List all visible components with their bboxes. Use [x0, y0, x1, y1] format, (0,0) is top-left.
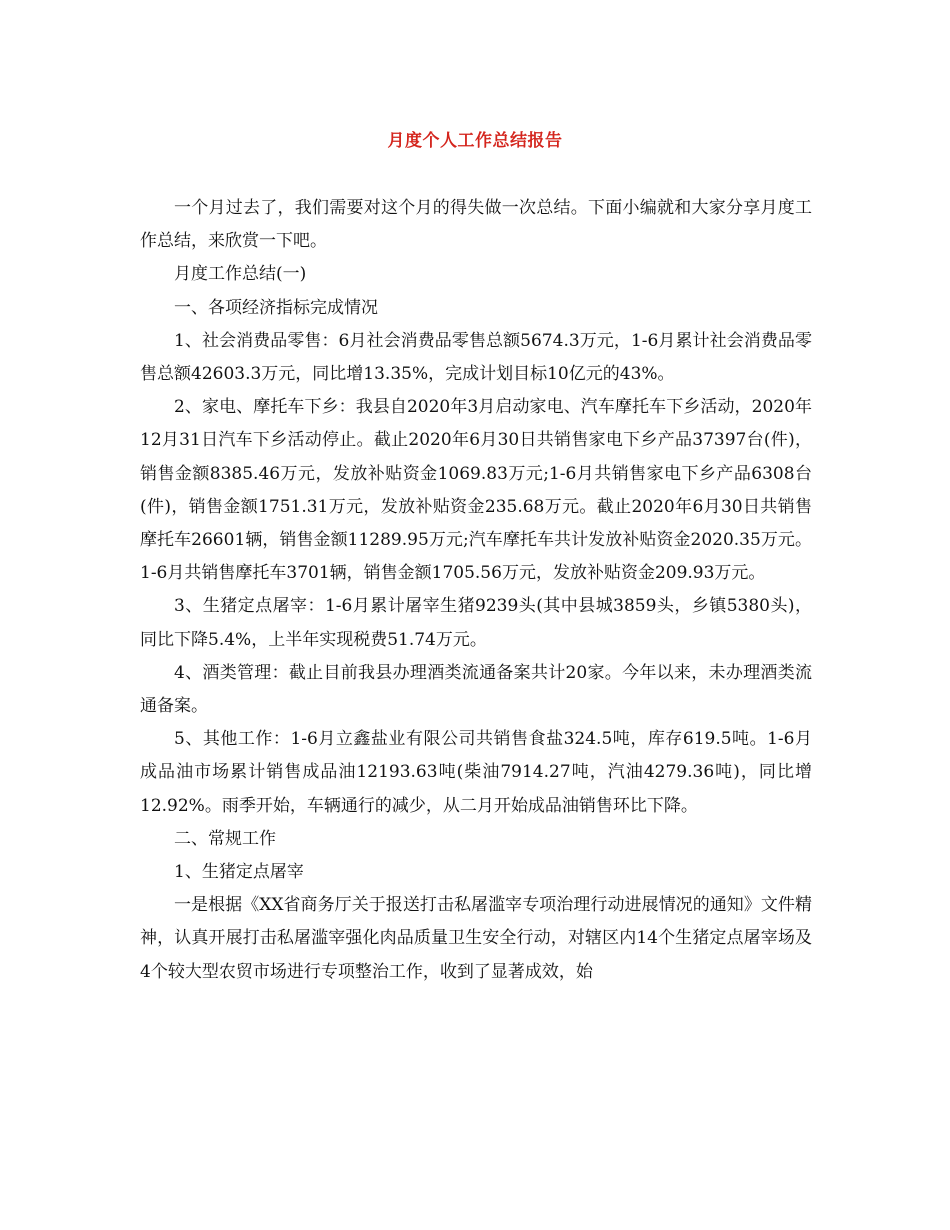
- paragraph-enforcement: 一是根据《XX省商务厅关于报送打击私屠滥宰专项治理行动进展情况的通知》文件精神，认真开展打击私屠滥宰强化肉品质量卫生安全行动，对辖区内14个生猪定点屠宰场及4个较大型农贸市场进行专项整治工作，收到了显著成效，始: [140, 895, 812, 982]
- paragraph-subheading-slaughter: 1、生猪定点屠宰: [174, 862, 304, 883]
- document-body: [140, 192, 812, 989]
- paragraph-retail: 1、社会消费品零售：6月社会消费品零售总额5674.3万元，1-6月累计社会消费品零售总额42603.3万元，同比增13.35%，完成计划目标10亿元的43%。: [140, 330, 812, 385]
- paragraph-appliances: 2、家电、摩托车下乡：我县自2020年3月启动家电、汽车摩托车下乡活动，2020年12月31日汽车下乡活动停止。截止2020年6月30日共销售家电下乡产品37397台(件)，销售金额8385.46万元，发放补贴资金1069.83万元;1-6月共销售家电下乡产品6308台(件)，销售金额1751.31万元，发放补贴资金235.68万元。截止2020年6月30日共销售摩托车26601辆，销售金额11289.95万元;汽车摩托车共计发放补贴资金2020.35万元。1-6月共销售摩托车3701辆，销售金额1705.56万元，发放补贴资金209.93万元。: [140, 397, 812, 584]
- paragraph-slaughter: 3、生猪定点屠宰：1-6月累计屠宰生猪9239头(其中县城3859头，乡镇5380头)，同比下降5.4%，上半年实现税费51.74万元。: [140, 596, 812, 650]
- paragraph-intro: 一个月过去了，我们需要对这个月的得失做一次总结。下面小编就和大家分享月度工作总结，来欣赏一下吧。: [140, 198, 812, 252]
- paragraph-other-work: 5、其他工作：1-6月立鑫盐业有限公司共销售食盐324.5吨，库存619.5吨。1-6月成品油市场累计销售成品油12193.63吨(柴油7914.27吨，汽油4279.36吨)，同比增12.92%。雨季开始，车辆通行的减少，从二月开始成品油销售环比下降。: [140, 729, 812, 816]
- paragraph-section-heading: 月度工作总结(一): [174, 264, 307, 285]
- paragraph-heading-routine: 二、常规工作: [174, 828, 276, 849]
- paragraph-heading-indicators: 一、各项经济指标完成情况: [174, 297, 378, 318]
- paragraph-alcohol: 4、酒类管理：截止目前我县办理酒类流通备案共计20家。今年以来，未办理酒类流通备案。: [140, 662, 812, 717]
- document-title: 月度个人工作总结报告: [387, 131, 563, 151]
